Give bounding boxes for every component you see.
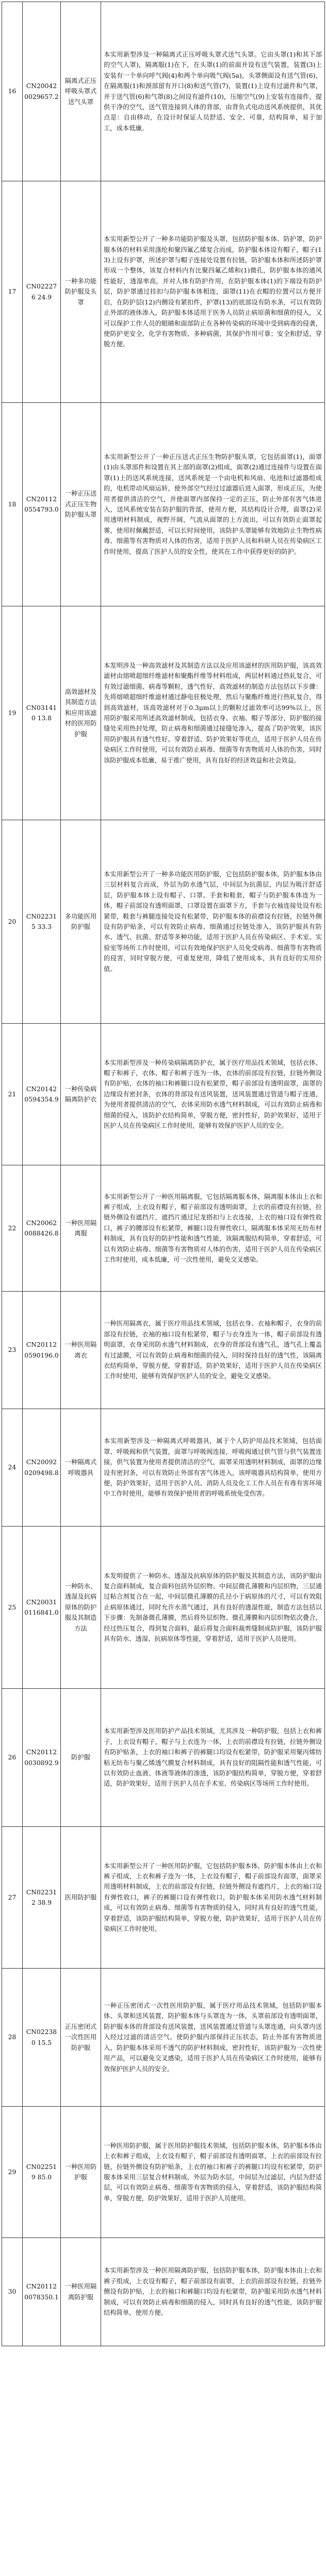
patent-name: 正压密闭式一次性医用防护服 [61, 1969, 101, 2107]
patent-name: 一种隔离式呼吸器具 [61, 1409, 101, 1527]
table-row [2, 2107, 325, 2238]
patent-number: CN022519 85.0 [23, 2107, 61, 2238]
patent-number: CN201120078350.1 [23, 2238, 61, 2346]
patent-abstract: 本实用新型涉及一种隔离式呼吸器具，属于个人防护用品技术领域，包括面罩、呼吸阀和供气装置，面罩与呼吸阀连接，呼吸阀通过供气管与供气装置连接，供气装置为使用者提供清洁的空气，面罩采用透明材料制成，面罩的边缘设有密封条，可以有效防止外部有害气体进入，该呼吸器具结构简单，使用方便，防护效果好，适用于医护人员、消防人员及化工工作人员在有毒有害环境中工作时使用，能够有效保护使用者的呼吸系统免受伤害。 [101, 1409, 325, 1527]
table-row [2, 820, 325, 1024]
patent-number: CN022315 33.3 [23, 820, 61, 1024]
table-row [2, 1292, 325, 1409]
table-row [2, 1165, 325, 1292]
table-row [2, 1024, 325, 1165]
row-number: 19 [2, 606, 23, 820]
row-number: 23 [2, 1292, 23, 1409]
patent-number: CN022312 38.9 [23, 1827, 61, 1969]
table-row [2, 1689, 325, 1827]
row-number: 29 [2, 2107, 23, 2238]
row-number: 25 [2, 1527, 23, 1689]
patent-name: 医用防护服 [61, 1827, 101, 1969]
row-number: 27 [2, 1827, 23, 1969]
row-number: 26 [2, 1689, 23, 1827]
patent-abstract: 本实用新型公开了一种医用防护服，它包括防护服本体，防护服本体由上衣和裤子组成，上衣和裤子连为一体，上衣设有帽子，帽子前部设有面罩，面罩采用透明材料制成，上衣的前部设有拉链，拉链外侧设有遮挡片，上衣的袖口设有弹性收口，裤子的裤腿口设有弹性收口，防护服本体采用防水透气材料制成，可以有效防止病毒、细菌等有害物质的侵入，同时具有良好的透气性能，穿着舒适，该防护服结构简单，穿脱方便，防护效果好，适用于医护人员在传染病区工作时使用。 [101, 1827, 325, 1969]
row-number: 24 [2, 1409, 23, 1527]
row-number: 30 [2, 2238, 23, 2346]
patent-abstract: 本实用新型公开了一种多功能医用防护服，它包括防护服本体，防护服本体由三层材料复合而成，外层为防水透气层，中间层为抗菌层，内层为吸汗舒适层，防护服本体上设有帽子、口罩、手套和鞋套，帽子与防护服本体连为一体，帽子前部设有透明面罩，口罩设置在面罩下方，手套与衣袖连接处设有松紧带，鞋套与裤腿连接处设有松紧带，防护服本体的前襟设有拉链，拉链外侧设有防护贴条，可以有效防止病毒、细菌通过拉链处渗入，该防护服具有防水、透气、抗菌、舒适等多种功能，适用于医护人员在传染病区、手术室、实验室等场所工作时使用，可以有效地保护医护人员免受病毒、细菌等有害物质的侵害，同时穿脱方便，可重复使用，降低了使用成本，具有良好的实用价值。 [101, 820, 325, 1024]
patent-table-body [2, 2, 325, 2346]
table-row [2, 1827, 325, 1969]
patent-name: 一种医用隔离防护服 [61, 2238, 101, 2346]
patent-name: 一种传染病隔离防护衣 [61, 1024, 101, 1165]
patent-name: 一种多功能防护服及头罩 [61, 181, 101, 403]
patent-name: 防护服 [61, 1689, 101, 1827]
patent-name: 隔离式正压呼吸头罩式送气头罩 [61, 2, 101, 181]
table-row [2, 2, 325, 181]
patent-abstract: 本实用新型涉及医用防护产品技术领域，尤其涉及一种防护服，包括上衣和裤子，上衣设有帽子，帽子与上衣连为一体，上衣的前襟设有拉链，拉链外侧设有防护贴条，上衣的袖口和裤子的裤腿口均设有松紧带，防护服采用聚丙烯纺粘无纺布与聚乙烯透气膜复合材料制成，具有良好的阻隔性能和透气性能，可以有效防止血液、体液等液体的渗透，该防护服结构简单，穿脱方便，穿着舒适，防护效果好，适用于医护人员在手术室、传染病区等场所工作时使用。 [101, 1689, 325, 1827]
patent-number: CN201120030892.9 [23, 1689, 61, 1827]
row-number: 21 [2, 1024, 23, 1165]
table-row [2, 1527, 325, 1689]
row-number: 28 [2, 1969, 23, 2107]
patent-abstract: 本实用新型涉及一种传染病隔离防护衣，属于医疗用品技术领域，包括衣体、帽子和裤子，衣体、帽子和裤子连为一体，衣体的前部设有拉链，拉链外侧设有防护贴，衣体的袖口和裤腿口设有松紧带，帽子前部设有透明面罩，面罩的边缘设有密封条，衣体的背部设有送风装置，送风装置通过管道与帽子连通，为使用者提供清洁的空气，衣体采用防水透气材料制成，可以有效防止病毒和细菌的侵入，该防护衣结构简单，穿脱方便，密封性好，防护效果好，适用于医护人员在传染病区工作时使用，能够有效保护医护人员的安全。 [101, 1024, 325, 1165]
patent-number: CN031410 13.8 [23, 606, 61, 820]
patent-number: CN201420594354.9 [23, 1024, 61, 1165]
row-number: 17 [2, 181, 23, 403]
patent-abstract: 本实用新型公开了一种多功能防护服及头罩，包括防护服本体、防护罩，防护服本体的材料采用涤纶和聚四氟乙烯复合而成，防护服本体设有帽子，帽子(13)上设有护罩，所述护罩与帽子连接处设置有拉链，防护服本体和所述防护罩形成一个整体，该复合材料内有比聚四氟乙烯和(1)微孔，防护服本体的通风性能好，透湿率高，并对人体有防护作用，在防护服本体(1)的下端设有防护层，防护罩通过挂扣与防护服本体相连，面罩(11)在衣帽的位置可以方便开启，在防护层(12)内侧设有紧扣件，护罩(13)的底部设有防水条，可以有效防止外部的液体渗入，防护服本体适用于医务人员防止病原菌和细菌的侵入，又可以保护工作人员的眼睛和面部防止在各种传染病的环境中受到病毒的侵袭，使防护更安全、化学有害物质、多种病菌，其保护作用可靠；安全和舒适，穿脱方便。 [101, 181, 325, 403]
table-row [2, 606, 325, 820]
patent-abstract: 本发明涉及一种高效滤材及其制造方法以及应用该滤材的医用防护服，该高效滤材由熔喷超细纤维滤材和聚酯纤维等材料组成，两层材料通过热轧复合，可有效过滤细菌、病毒等颗粒，透气性好，高效滤材的制造方法包括以下步骤：先将熔喷超细纤维滤材通过静电驻极处理，然后与聚酯纤维进行热轧复合，得到高效滤材，该高效滤材对于0.3μm以上的颗粒过滤效率可达99%以上，医用防护服采用所述高效滤材制成，包括衣身、衣袖、帽子等部分，防护服的接缝处采用热封处理，防止病毒和细菌通过接缝处渗入，提高了防护效果，该医用防护服具有透气性好、穿着舒适、防护效果好等优点，适用于医护人员在传染病区工作时使用，可以有效防止病毒、细菌等有害物质对人体的伤害，同时该防护服成本低廉，易于推广使用，具有良好的经济效益和社会效益。 [101, 606, 325, 820]
patent-name: 一种防水、透湿及抗病原体的防护服及其制造方法 [61, 1527, 101, 1689]
patent-name: 一种医用防护服 [61, 2107, 101, 2238]
patent-abstract: 本实用新型涉及一种隔离式正压呼吸头罩式送气头罩。它由头罩(1)和其下部的空气人罩)，隔离服(1)在下，在头罩(1)的前面并设有送气装置，装置(3)上安装有一个单向呼气阀(4)和两个单向吸气阀(5a)，头罩侧面设有送气管(6)，在隔离服(1)和颈部留有开口(8)和送气管(7)，装置(1)上设有过滤件和气罩，并于送气管(6)和气罩(8)之间设有滤件(10)，压缩空气(9)上安装有连接件，提供干净的空气，送气管连接到人体的背部，由背负式电动送风系统提供，其优点是：自由移动，在设计时保证人员舒适、安全、可靠，结构简单，易于加工，成本低廉。 [101, 2, 325, 181]
row-number: 18 [2, 403, 23, 606]
table-row [2, 181, 325, 403]
patent-abstract: 一种医用隔离衣，属于医疗用品技术领域，包括衣身、衣袖和帽子，衣身的前部设有拉链，衣袖的袖口设有松紧带，帽子与衣身连为一体，帽子前部设有透明面罩，衣身采用防水透气材料制成，衣身的背部设有透气孔，透气孔上覆盖有过滤膜，可以有效防止病毒和细菌的侵入，同时保持良好的透气性，该隔离衣结构简单，穿脱方便，穿着舒适，防护效果好，适用于医护人员在传染病区工作时使用，能够有效保护医护人员的安全，避免交叉感染。 [101, 1292, 325, 1409]
table-row [2, 2238, 325, 2346]
row-number: 16 [2, 2, 23, 181]
patent-number: CN200310116841.0 [23, 1527, 61, 1689]
patent-number: CN200920209498.8 [23, 1409, 61, 1527]
patent-number: CN022276 24.9 [23, 181, 61, 403]
patent-name: 一种医用隔离衣 [61, 1292, 101, 1409]
patent-abstract: 一种正压密闭式一次性医用防护服，属于医疗用品技术领域，包括防护服本体、头罩和送风装置，防护服本体与头罩连为一体，头罩前部设有透明面罩，防护服本体的背部设有送风装置，送风装置通过管道与头罩连通，向头罩内送入经过过滤的清洁空气，使防护服内部保持正压状态，防止外部有害物质进入，防护服本体采用不透气的防护材料制成，密封性好，该防护服为一次性使用产品，可以避免交叉感染，适用于医护人员在传染病区工作时使用，能够有效保护医护人员的安全。 [101, 1969, 325, 2107]
patent-number: CN201120554793.0 [23, 403, 61, 606]
patent-number: CN200620088426.8 [23, 1165, 61, 1292]
patent-number: CN022380 15.5 [23, 1969, 61, 2107]
row-number: 20 [2, 820, 23, 1024]
row-number: 22 [2, 1165, 23, 1292]
patent-abstract: 本实用新型公开了一种医用隔离服，它包括隔离服本体，隔离服本体由上衣和裤子组成，上衣设有帽子，帽子前部设有透明面罩，上衣的前襟设有拉链，拉链外侧设有遮挡片，遮挡片通过尼龙搭扣与上衣连接，上衣的袖口设有弹性收口，裤子的腰部设有松紧带，裤腿口设有弹性收口，隔离服本体采用无纺布材料制成，具有良好的防护性能和透气性能，该隔离服结构简单，穿着舒适，可以有效防止病毒、细菌等有害物质对人体的伤害，适用于医护人员在传染病区工作时使用，成本低廉，可一次性使用，避免交叉感染。 [101, 1165, 325, 1292]
patent-name: 多功能医用防护服 [61, 820, 101, 1024]
patent-number: CN200420029657.2 [23, 2, 61, 181]
table-row [2, 1409, 325, 1527]
patent-abstract: 本实用新型公开了一种正压送式正压生物防护服头罩，它包括面罩(1)，面罩(1)由头罩部件和设置在其上部的面罩(2)组成，面罩(2)通过连接件与设置在面罩(1)上的送风系统连接，送风系统是一个由电机和风扇、电池和过滤器组成的，电机带动风扇运转，使外部空气经过过滤器后进入面罩，形成正压，为使用者提供清洁的空气，并使面罩内部保持一定的正压，防止外部有害气体进入，送风系统安装在防护服的背部，使用方便，其结构设计合理，面罩(2)采用透明材料制成，视野开阔，气流从面罩的上方流出，可以有效防止面罩起雾，使用时佩戴舒适，可以长时间使用，该防护头罩能够有效地防止生物性病毒、细菌等有害物质对人体的伤害，适用于医护人员和科研人员在传染病区工作时使用，提高了医护人员的安全性，使其在工作中获得更好的防护。 [101, 403, 325, 606]
patent-name: 一种医用隔离服 [61, 1165, 101, 1292]
patent-abstract: 本发明提供了一种防水、透湿及抗病原体的防护服及其制造方法，该防护服由复合面料制成，复合面料包括外层织物、中间层微孔薄膜和内层织物，三层通过粘合剂复合在一起，中间层微孔薄膜的孔径小于病原体的尺寸，可以有效阻止病原体通过，同时允许水蒸气通过，具有良好的透湿性能，制造方法包括以下步骤：先制备微孔薄膜，然后将外层织物、微孔薄膜和内层织物依次叠合，经过热压复合，得到复合面料，最后将复合面料裁剪缝制成防护服，该防护服具有防水、透湿、抗病原体等性能，穿着舒适，适用于医护人员使用。 [101, 1527, 325, 1689]
table-row [2, 403, 325, 606]
patent-name: 高效滤材及其制造方法和应用该滤材的医用防护服 [61, 606, 101, 820]
patent-abstract: 一种医用防护服，属于医用防护服技术领域，包括防护服本体，防护服本体由上衣和裤子组成，上衣设有帽子，帽子前部设有透明面罩，上衣的前部设有拉链，拉链外侧设有防护贴条，上衣的袖口和裤子的裤腿口均设有松紧带，防护服本体采用三层复合材料制成，外层为防水层，中间层为过滤层，内层为舒适层，可以有效防止病毒、细菌等有害物质的侵入，穿着舒适，该防护服结构简单，穿脱方便，防护效果好，适用于医护人员使用。 [101, 2107, 325, 2238]
table-row [2, 1969, 325, 2107]
patent-number: CN201120590196.0 [23, 1292, 61, 1409]
patent-name: 一种正压送式正压生物防护服头罩 [61, 403, 101, 606]
patent-abstract: 本实用新型涉及一种医用隔离防护服，包括防护服本体，防护服本体由上衣和裤子组成，上衣设有帽子，帽子前部设有面罩，上衣的前部设有拉链，拉链外侧设有防护贴，上衣的袖口和裤腿口均设有松紧带，防护服采用防水透气材料制成，可以有效防止病毒和细菌的侵入，同时具有良好的透气性能，该防护服结构简单，使用方便。 [101, 2238, 325, 2346]
patent-table [2, 2, 325, 2346]
